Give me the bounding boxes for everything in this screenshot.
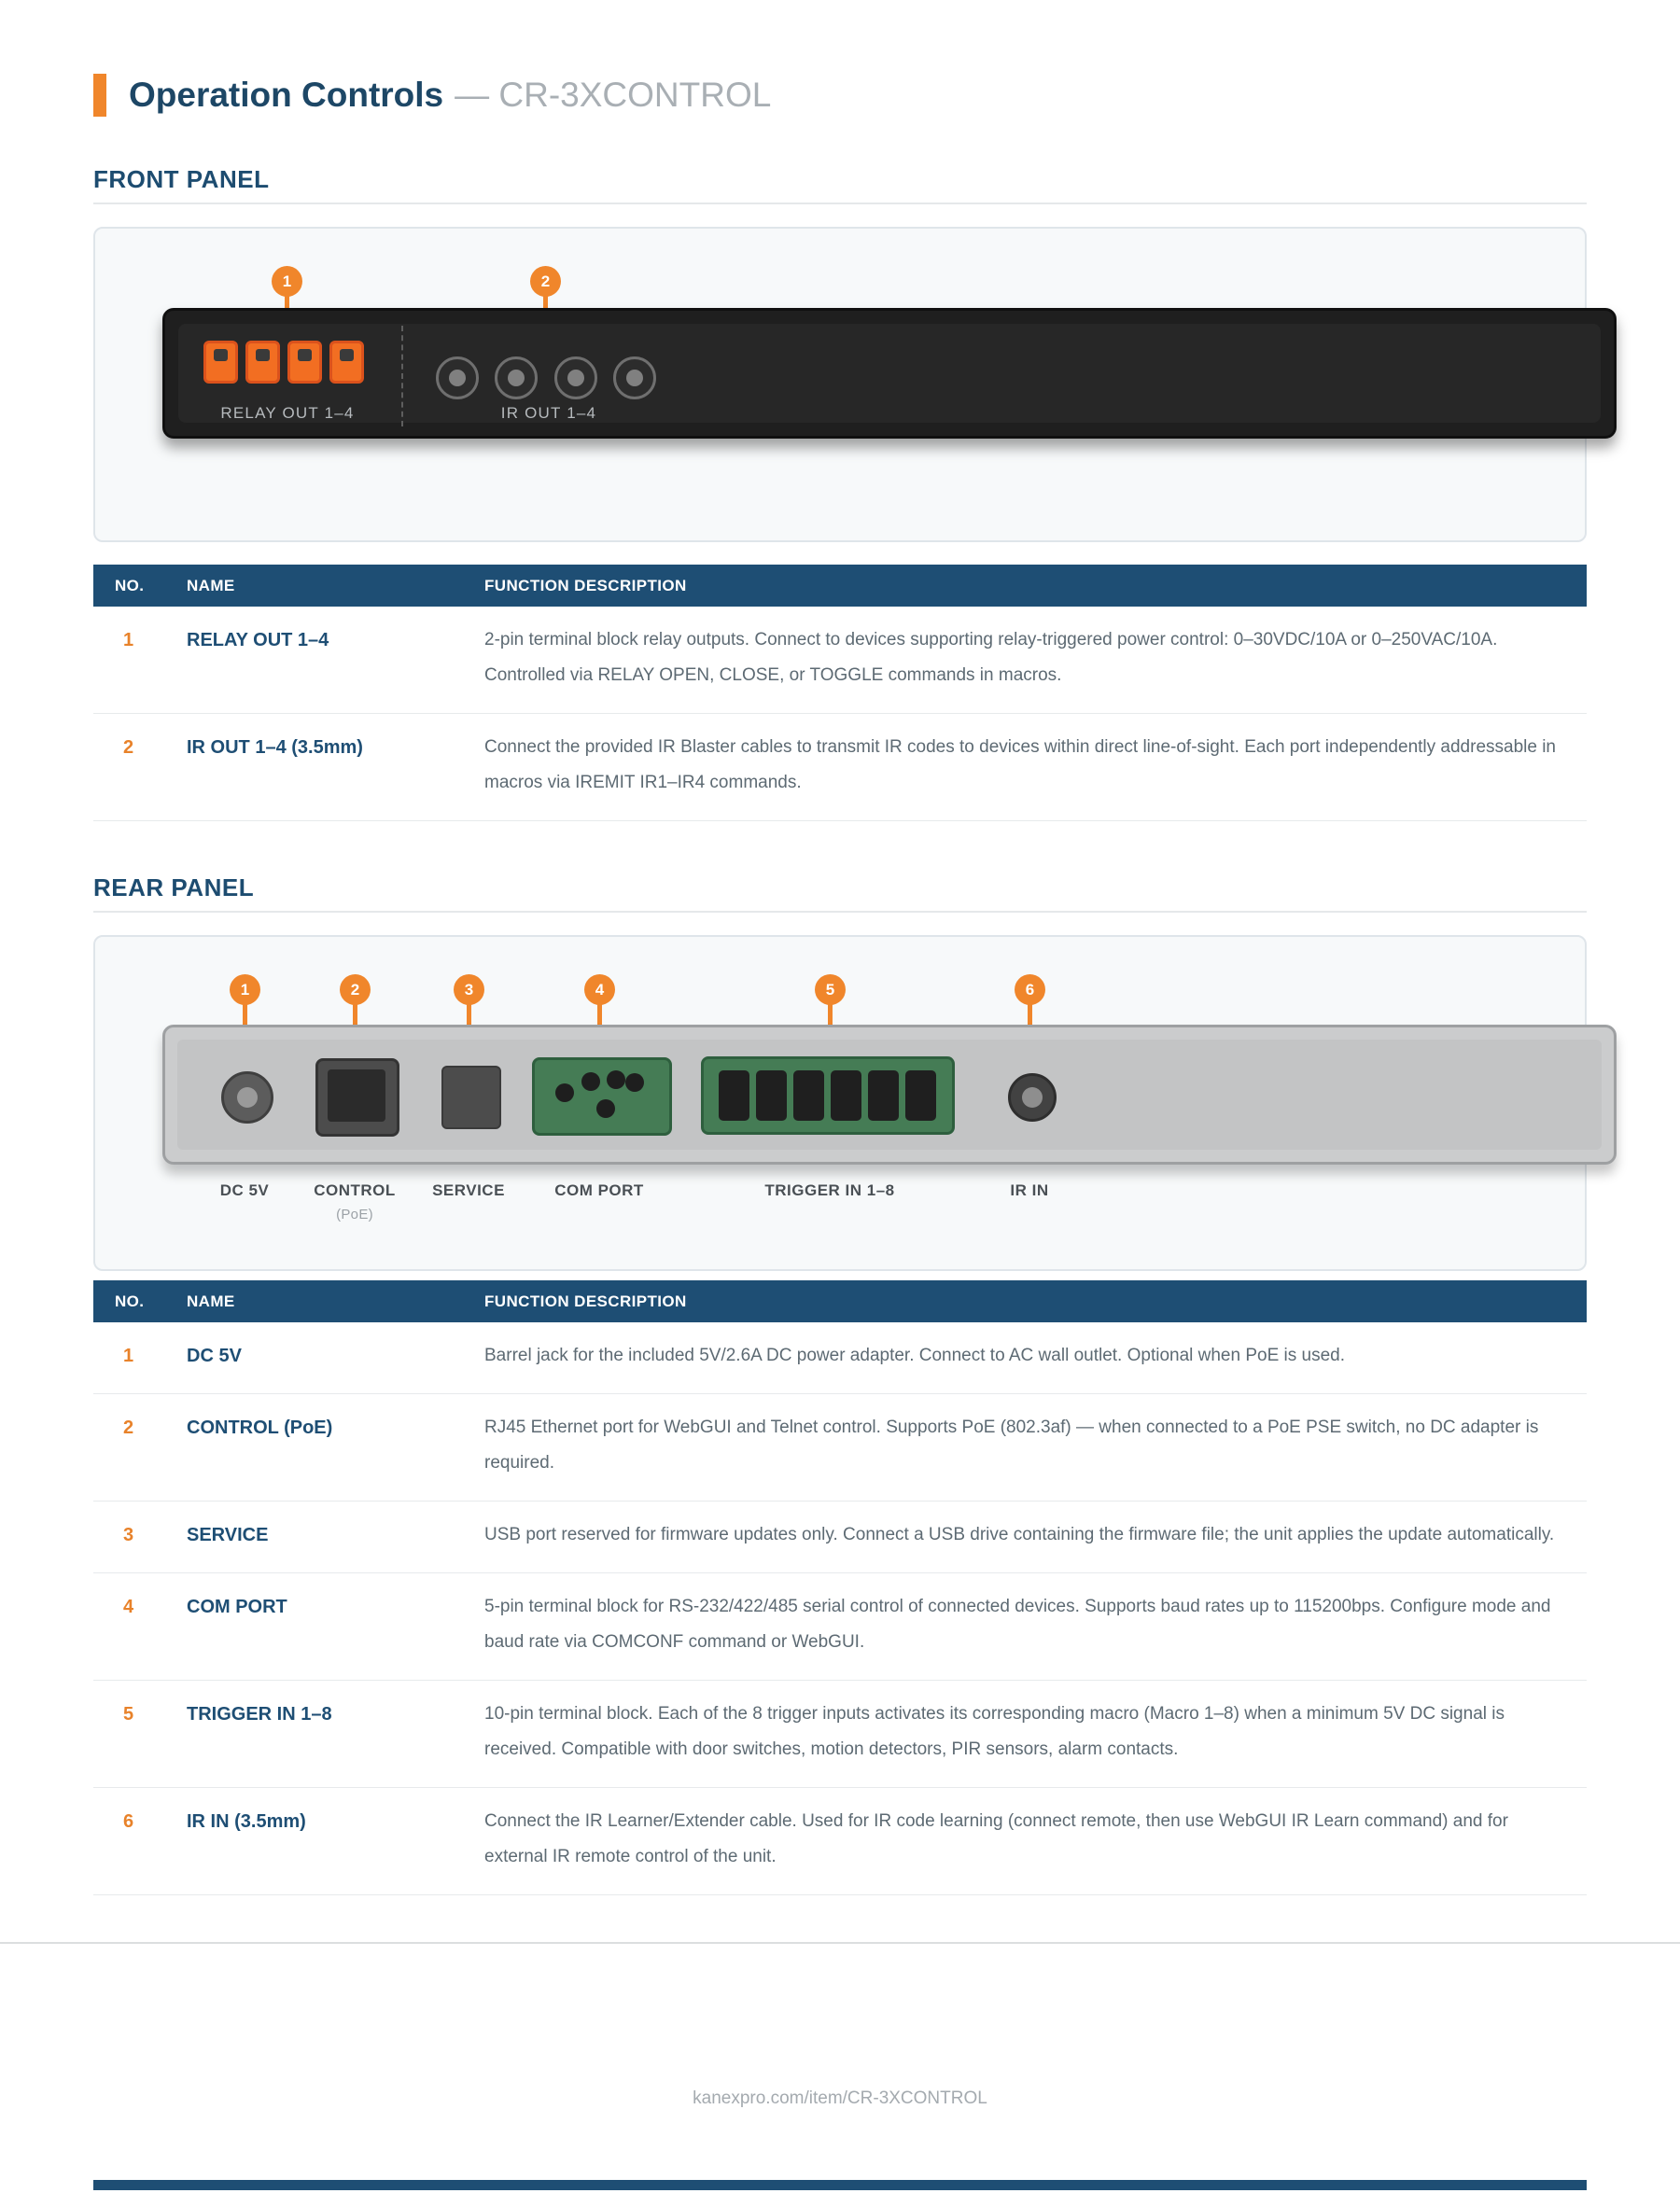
table-header-row <box>93 565 1587 607</box>
row-name: CONTROL (PoE) <box>187 1418 333 1438</box>
port-label-text: CONTROL <box>314 1181 396 1199</box>
ir-out-jack-4 <box>613 356 656 399</box>
callout-stem <box>467 1003 471 1027</box>
relay-terminal-hole <box>298 349 312 361</box>
front-heading-divider <box>93 203 1587 204</box>
rear-panel-heading: REAR PANEL <box>93 873 255 901</box>
jack-pin <box>508 370 525 386</box>
rear-panel-diagram <box>93 935 1587 1271</box>
front-panel-diagram <box>93 227 1587 542</box>
callout-marker-2 <box>530 266 561 297</box>
col-header-no: NO. <box>115 1292 145 1310</box>
jack-pin <box>237 1087 258 1108</box>
row-description: 10-pin terminal block. Each of the 8 trigger inputs activates its corresponding macro (Macro 1–8) when a minimum 5V DC signal is received. Compatible with door switches, motion detectors, PIR sensors, alarm contacts. <box>484 1704 1505 1759</box>
callout-number: 5 <box>815 974 846 1005</box>
row-name: IR IN (3.5mm) <box>187 1811 306 1832</box>
port-label-text: IR IN <box>1010 1181 1049 1199</box>
col-header-name: NAME <box>187 1292 235 1310</box>
row-number: 1 <box>123 630 134 650</box>
table-row <box>93 1393 1587 1501</box>
jack-pin <box>567 370 584 386</box>
row-number: 1 <box>123 1346 134 1366</box>
relay-terminal-3 <box>287 341 322 384</box>
port-label-com-port <box>497 1181 702 1200</box>
com-pinhole <box>625 1073 644 1092</box>
table-row <box>93 1680 1587 1787</box>
relay-terminal-2 <box>245 341 280 384</box>
table-row <box>93 1501 1587 1572</box>
rj45-control-port <box>315 1058 399 1137</box>
callout-number: 2 <box>530 266 561 297</box>
rear-panel-table <box>93 1280 1587 1895</box>
row-description: Barrel jack for the included 5V/2.6A DC power adapter. Connect to AC wall outlet. Optional when PoE is used. <box>484 1346 1346 1365</box>
row-number: 6 <box>123 1811 134 1832</box>
relay-terminal-1 <box>203 341 238 384</box>
jack-pin <box>1022 1087 1043 1108</box>
front-panel-heading: FRONT PANEL <box>93 165 270 193</box>
port-label-text: TRIGGER IN 1–8 <box>764 1181 895 1199</box>
com-pinhole <box>607 1070 625 1089</box>
col-header-desc: FUNCTION DESCRIPTION <box>484 1292 687 1310</box>
port-label-trigger-in <box>727 1181 932 1200</box>
com-pinhole <box>555 1083 574 1102</box>
com-terminal-block <box>532 1057 672 1136</box>
page-title-row <box>93 70 1587 120</box>
row-name: SERVICE <box>187 1525 269 1545</box>
port-label-sub: (PoE) <box>336 1207 373 1222</box>
callout-number: 1 <box>230 974 260 1005</box>
table-row <box>93 1322 1587 1393</box>
page-title-text: Operation Controls <box>129 76 444 114</box>
trigger-slot <box>905 1070 936 1121</box>
row-description: Connect the provided IR Blaster cables to transmit IR codes to devices within direct line-of-sight. Each port independently addressable in macros via IREMIT IR1–IR4 commands. <box>484 737 1556 792</box>
trigger-slot <box>793 1070 824 1121</box>
footer-url <box>93 2088 1587 2109</box>
jack-pin <box>626 370 643 386</box>
callout-marker-1 <box>272 266 302 297</box>
row-name: COM PORT <box>187 1597 287 1617</box>
row-number: 2 <box>123 1418 134 1438</box>
row-number: 2 <box>123 737 134 758</box>
callout-stem <box>353 1003 357 1027</box>
ir-out-label: IR OUT 1–4 <box>500 404 597 422</box>
front-device-bar <box>162 308 1617 439</box>
row-name: TRIGGER IN 1–8 <box>187 1704 332 1725</box>
row-name: DC 5V <box>187 1346 242 1366</box>
relay-terminal-4 <box>329 341 364 384</box>
callout-stem <box>597 1003 602 1027</box>
callout-number: 1 <box>272 266 302 297</box>
ir-out-jack-2 <box>495 356 538 399</box>
port-label-ir-in <box>927 1181 1132 1200</box>
callout-number: 3 <box>454 974 484 1005</box>
footer-accent-bar <box>93 2180 1587 2190</box>
port-label-text: SERVICE <box>432 1181 505 1199</box>
table-header-row <box>93 1280 1587 1322</box>
footer-link[interactable]: kanexpro.com/item/CR-3XCONTROL <box>693 2088 987 2108</box>
row-description: Connect the IR Learner/Extender cable. Used for IR code learning (connect remote, then use WebGUI IR Learn command) and for external IR remote control of the unit. <box>484 1811 1508 1866</box>
table-row <box>93 1787 1587 1894</box>
page-content <box>93 0 1587 2108</box>
col-header-desc: FUNCTION DESCRIPTION <box>484 576 687 594</box>
col-header-name: NAME <box>187 576 235 594</box>
trigger-slot <box>719 1070 749 1121</box>
row-number: 4 <box>123 1597 134 1617</box>
trigger-slot <box>831 1070 861 1121</box>
front-panel-table <box>93 565 1587 821</box>
col-header-no: NO. <box>115 576 145 594</box>
dc-power-jack <box>221 1071 273 1124</box>
relay-terminal-hole <box>214 349 228 361</box>
callout-stem <box>1028 1003 1032 1027</box>
callout-number: 6 <box>1015 974 1045 1005</box>
footer-divider <box>0 1942 1680 1944</box>
trigger-slot <box>868 1070 899 1121</box>
rj45-opening <box>328 1069 385 1122</box>
callout-stem <box>828 1003 833 1027</box>
row-number: 5 <box>123 1704 134 1725</box>
callout-number: 4 <box>584 974 615 1005</box>
relay-out-label: RELAY OUT 1–4 <box>220 404 355 422</box>
callout-number: 2 <box>340 974 371 1005</box>
table-row <box>93 607 1587 713</box>
port-label-text: COM PORT <box>554 1181 644 1199</box>
rear-heading-divider <box>93 911 1587 913</box>
callout-marker-2 <box>340 974 371 1005</box>
com-pinhole <box>596 1099 615 1118</box>
relay-terminal-hole <box>340 349 354 361</box>
title-accent-bar <box>93 74 106 117</box>
callout-marker-5 <box>815 974 846 1005</box>
trigger-slot <box>756 1070 787 1121</box>
relay-terminal-hole <box>256 349 270 361</box>
ir-out-jack-1 <box>436 356 479 399</box>
port-label-text: DC 5V <box>219 1181 270 1199</box>
com-pinhole <box>581 1072 600 1091</box>
table-row <box>93 713 1587 820</box>
row-number: 3 <box>123 1525 134 1545</box>
jack-pin <box>449 370 466 386</box>
page-title <box>129 70 771 120</box>
rear-device-bar <box>162 1025 1617 1165</box>
row-name: RELAY OUT 1–4 <box>187 630 329 650</box>
page-subtitle: — CR-3XCONTROL <box>455 76 772 114</box>
ir-out-jack-3 <box>554 356 597 399</box>
callout-marker-3 <box>454 974 484 1005</box>
callout-marker-6 <box>1015 974 1045 1005</box>
table-row <box>93 1572 1587 1680</box>
callout-stem <box>243 1003 247 1027</box>
usb-service-port <box>441 1066 501 1129</box>
callout-marker-1 <box>230 974 260 1005</box>
panel-section-divider <box>401 326 403 426</box>
row-description: USB port reserved for firmware updates only. Connect a USB drive containing the firmware file; the unit applies the update automatically. <box>484 1525 1555 1544</box>
row-description: 2-pin terminal block relay outputs. Connect to devices supporting relay-triggered power control: 0–30VDC/10A or 0–250VAC/10A. Controlled via RELAY OPEN, CLOSE, or TOGGLE commands in macros. <box>484 630 1498 685</box>
row-description: RJ45 Ethernet port for WebGUI and Telnet control. Supports PoE (802.3af) — when connected to a PoE PSE switch, no DC adapter is required. <box>484 1418 1539 1473</box>
ir-in-jack <box>1008 1073 1057 1122</box>
row-description: 5-pin terminal block for RS-232/422/485 serial control of connected devices. Supports baud rates up to 115200bps. Configure mode and baud rate via COMCONF command or WebGUI. <box>484 1597 1551 1652</box>
trigger-terminal-block <box>701 1056 955 1135</box>
callout-marker-4 <box>584 974 615 1005</box>
row-name: IR OUT 1–4 (3.5mm) <box>187 737 363 758</box>
